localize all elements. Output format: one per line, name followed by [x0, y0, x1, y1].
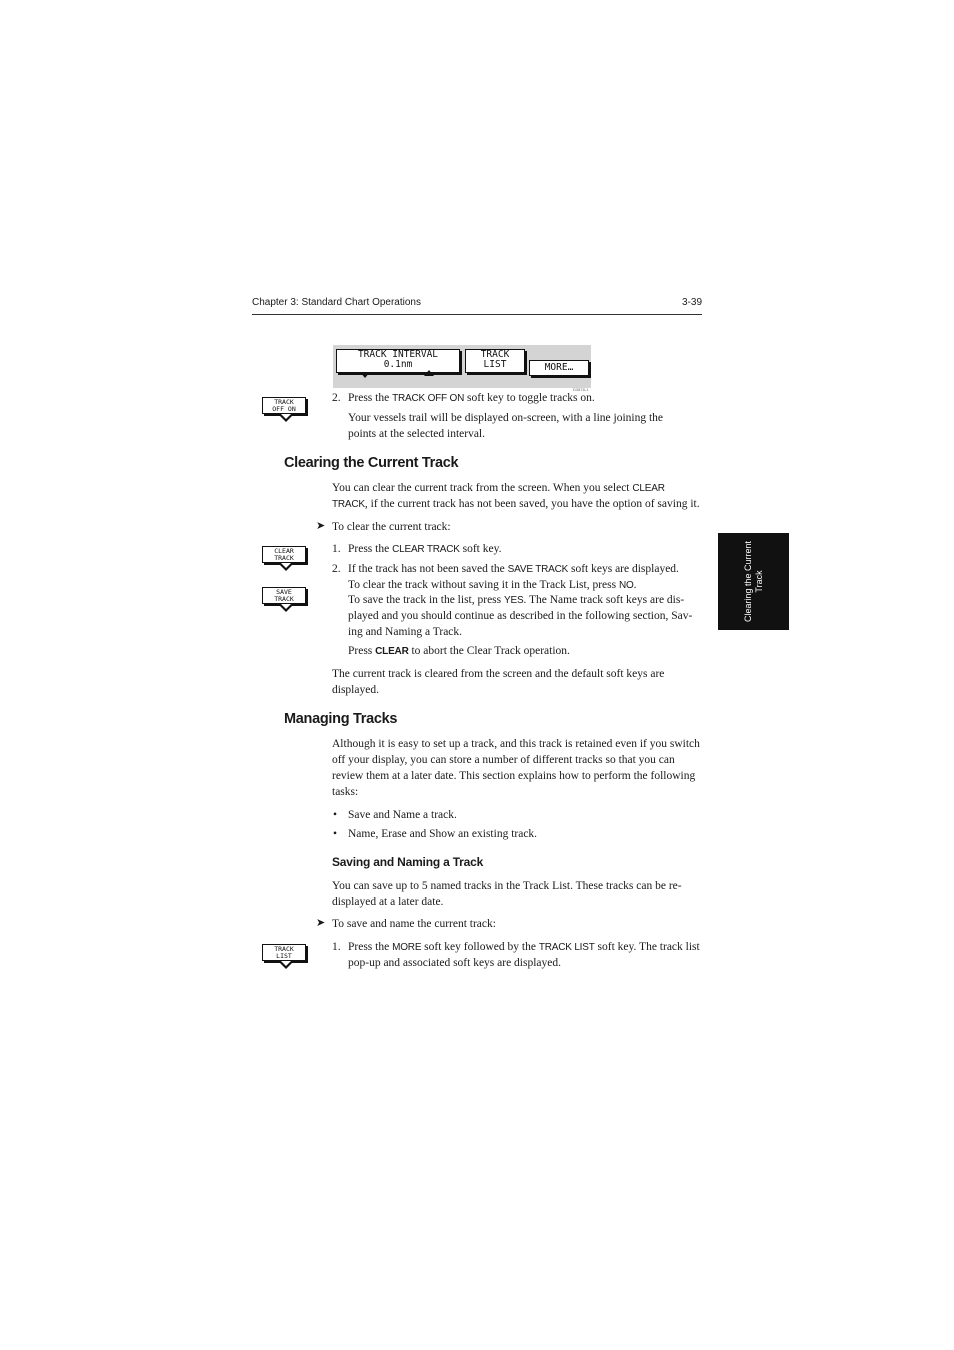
step-key-name: CLEAR TRACK — [392, 544, 460, 555]
step-number: 1. — [332, 543, 341, 555]
increase-arrow-icon — [424, 370, 434, 376]
track-off-on-softkey-icon — [262, 397, 310, 427]
clear-track-line1: CLEAR — [274, 547, 294, 555]
step-number: 2. — [332, 392, 341, 404]
track-list-line1: TRACK — [274, 945, 294, 953]
instruction-arrow-icon: ➤ — [316, 520, 326, 532]
softkey-more-label: MORE… — [544, 362, 574, 373]
step-text — [348, 390, 595, 407]
list-item: Name, Erase and Show an existing track. — [348, 828, 538, 840]
paragraph-line: review them at a later date. This section explains how to perform the following — [332, 770, 696, 782]
softkey-pointer-inner — [281, 414, 291, 419]
step-text-post: soft keys are displayed. — [568, 563, 679, 575]
paragraph-line — [332, 496, 700, 513]
softkey-pointer-inner — [281, 604, 291, 609]
clear-track-line2: TRACK — [274, 554, 294, 562]
step-key-name: TRACK LIST — [538, 942, 595, 953]
thumb-tab-line1: Clearing the Current — [742, 540, 753, 623]
step-text-pre: Press the — [348, 392, 393, 404]
step-text — [348, 541, 501, 558]
key-name: TRACK — [332, 499, 365, 510]
section-heading-managing: Managing Tracks — [284, 711, 398, 727]
paragraph-text: You can clear the current track from the screen. When you select — [332, 482, 633, 494]
softkey-display-illustration — [333, 345, 591, 388]
paragraph-line: You can save up to 5 named tracks in the Track List. These tracks can be re- — [332, 880, 682, 892]
step-key-name: YES — [504, 595, 524, 606]
section-thumb-tab-text — [718, 533, 789, 630]
step-text-pre: Press — [348, 645, 376, 657]
save-track-softkey-icon — [262, 587, 310, 617]
paragraph-line: tasks: — [332, 786, 359, 798]
paragraph-text: , if the current track has not been saved, you have the option of saving it. — [364, 498, 700, 510]
clear-key-name: CLEAR — [375, 646, 409, 657]
softkey-track-list-line1: TRACK — [480, 349, 510, 360]
step-text-pre: Press the — [348, 543, 393, 555]
softkey-more — [529, 360, 589, 376]
clear-track-softkey-label — [262, 546, 306, 563]
step-text-post: soft key. — [459, 543, 502, 555]
key-name: CLEAR — [632, 483, 665, 494]
step-key-name: NO — [619, 580, 634, 591]
step-text-post: . The Name track soft keys are dis- — [523, 594, 685, 606]
figure-code: D3878-1 — [573, 387, 589, 392]
track-list-line2: LIST — [276, 952, 292, 960]
track-off-on-softkey-label — [262, 397, 306, 414]
bullet-icon: • — [333, 809, 338, 821]
softkey-track-interval-value: 0.1nm — [383, 359, 413, 370]
step-key-name: SAVE TRACK — [507, 564, 569, 575]
paragraph-line: displayed at a later date. — [332, 896, 444, 908]
save-track-softkey-label — [262, 587, 306, 604]
step-text-post: soft key to toggle tracks on. — [464, 392, 595, 404]
step-text-mid: soft key followed by the — [421, 941, 539, 953]
section-heading-clearing: Clearing the Current Track — [284, 455, 459, 471]
step-text-post: . — [633, 579, 637, 591]
step-text-pre: Press the — [348, 941, 393, 953]
subsection-heading-saving: Saving and Naming a Track — [332, 855, 484, 869]
step-text-post: soft key. The track list — [594, 941, 700, 953]
step-text-pre: If the track has not been saved the — [348, 563, 508, 575]
step-text-post: to abort the Clear Track operation. — [408, 645, 570, 657]
paragraph-line: Although it is easy to set up a track, and this track is retained even if you switch — [332, 738, 700, 750]
step-text-pre: To save the track in the list, press — [348, 594, 505, 606]
step-text-line — [348, 643, 570, 660]
section-thumb-tab — [718, 533, 789, 630]
instruction-arrow-icon: ➤ — [316, 917, 326, 929]
track-off-on-line1: TRACK — [274, 398, 294, 406]
step-text — [348, 939, 700, 956]
step-text-line: played and you should continue as described in the following section, Sav- — [348, 610, 693, 622]
step-number: 1. — [332, 941, 341, 953]
step-text-line: Your vessels trail will be displayed on-screen, with a line joining the — [348, 412, 664, 424]
instruction-text: To clear the current track: — [332, 521, 451, 533]
bullet-icon: • — [333, 828, 338, 840]
step-text-line: ing and Naming a Track. — [348, 626, 463, 638]
paragraph-line: The current track is cleared from the screen and the default soft keys are — [332, 668, 665, 680]
page-number: 3-39 — [681, 297, 702, 308]
step-text — [348, 561, 679, 578]
track-list-softkey-icon — [262, 944, 310, 974]
step-text-line: points at the selected interval. — [348, 428, 485, 440]
softkey-pointer-inner — [281, 961, 291, 966]
instruction-text: To save and name the current track: — [332, 918, 496, 930]
step-text-pre: To clear the track without saving it in the Track List, press — [348, 579, 619, 591]
paragraph-line: displayed. — [332, 684, 379, 696]
softkey-track-list-line2: LIST — [483, 359, 507, 370]
paragraph-line — [332, 480, 665, 497]
paragraph-line: off your display, you can store a number of different tracks so that you can — [332, 754, 675, 766]
softkey-track-interval — [336, 349, 460, 373]
track-off-on-line2: OFF ON — [272, 405, 296, 413]
step-number: 2. — [332, 563, 341, 575]
softkey-track-list — [465, 349, 525, 373]
list-item: Save and Name a track. — [348, 809, 457, 821]
thumb-tab-line2: Track — [753, 570, 764, 593]
header-rule — [252, 314, 702, 315]
running-header-chapter: Chapter 3: Standard Chart Operations — [252, 297, 421, 308]
save-track-line2: TRACK — [274, 595, 294, 603]
step-text-line — [348, 592, 684, 609]
step-key-name: MORE — [392, 942, 422, 953]
clear-track-softkey-icon — [262, 546, 310, 576]
save-track-line1: SAVE — [276, 588, 292, 596]
step-key-name: TRACK OFF ON — [392, 393, 465, 404]
softkey-track-interval-label: TRACK INTERVAL — [357, 349, 439, 360]
softkey-pointer-inner — [281, 563, 291, 568]
track-list-softkey-label — [262, 944, 306, 961]
decrease-arrow-icon — [360, 372, 370, 378]
step-text-line: pop-up and associated soft keys are displayed. — [348, 957, 562, 969]
